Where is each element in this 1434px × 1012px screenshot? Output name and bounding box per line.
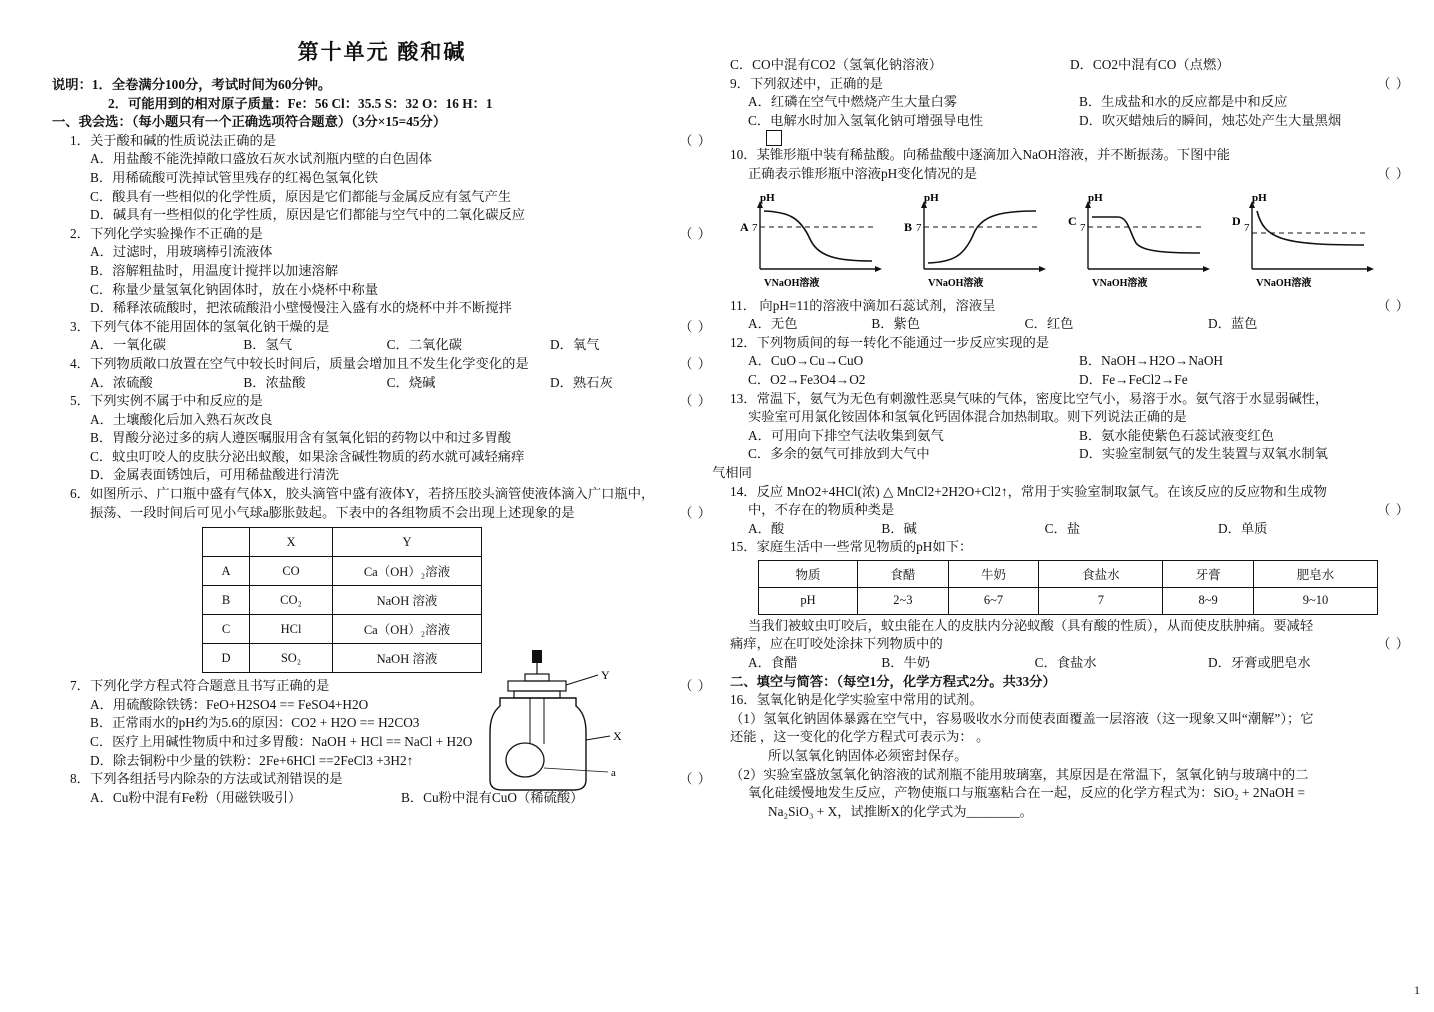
question-5-option-c[interactable]: C．蚊虫叮咬人的皮肤分泌出蚁酸，如果涂含碱性物质的药水就可减轻痛痒: [90, 448, 525, 464]
question-3-option-b[interactable]: B．氢气: [243, 337, 293, 353]
chart-letter-a: A: [740, 219, 749, 234]
question-8-option-a[interactable]: A．Cu粉中混有Fe粉（用磁铁吸引）: [90, 789, 302, 805]
ph-chart-c: [1066, 187, 1224, 295]
question-12-option-b[interactable]: B．NaOH→H2O→NaOH: [1079, 353, 1224, 369]
ph-chart-d: [1230, 187, 1388, 295]
xy-row-c-label: C: [203, 615, 250, 644]
page-number: 1: [1414, 983, 1420, 997]
question-16-part1-line1: （1）氢氧化钠固体暴露在空气中，容易吸收水分而使表面覆盖一层溶液（这一现象又叫“潮解”）；它: [730, 710, 1314, 726]
answer-box[interactable]: [766, 130, 782, 146]
table-row: [203, 615, 482, 644]
question-3-option-d[interactable]: D．氧气: [549, 337, 600, 353]
answer-bracket[interactable]: （ ）: [1377, 502, 1410, 518]
table-row: [203, 528, 482, 557]
ph-charts-row: [738, 187, 1410, 295]
question-3-stem: 3．下列气体不能用固体的氢氧化钠干燥的是 （ ）: [70, 318, 712, 334]
question-2-option-c[interactable]: C．称量少量氢氧化钠固体时，放在小烧杯中称量: [90, 281, 379, 297]
question-9-stem: 9．下列叙述中，正确的是 （ ）: [730, 75, 1410, 91]
question-15-tail-2: 痛痒，应在叮咬处涂抹下列物质中的 （ ）: [730, 636, 1410, 652]
question-11-stem: 11． 向pH=11的溶液中滴加石蕊试剂，溶液呈 （ ）: [730, 297, 1410, 313]
tick-7: 7: [752, 221, 758, 234]
hh-row2-c4: 7: [1039, 587, 1163, 614]
question-7-option-a[interactable]: A．用硫酸除铁锈：FeO+H2SO4 == FeSO4+H2O: [90, 696, 369, 712]
question-7-stem: 7．下列化学方程式符合题意且书写正确的是 （ ）: [70, 678, 712, 694]
chart-letter-d: D: [1232, 213, 1241, 228]
question-12-option-a[interactable]: A．CuO→Cu→CuO: [748, 353, 864, 369]
answer-bracket[interactable]: （ ）: [1377, 636, 1410, 652]
question-5-stem: 5．下列实例不属于中和反应的是 （ ）: [70, 393, 712, 409]
question-1-option-b[interactable]: B．用稀硫酸可洗掉试管里残存的红褐色氢氧化铁: [90, 169, 379, 185]
question-13-option-c[interactable]: C．多余的氨气可排放到大气中: [748, 446, 930, 462]
axis-label-ph: pH: [1252, 191, 1267, 204]
question-15-stem: 15．家庭生活中一些常见物质的pH如下：: [730, 539, 973, 555]
question-13-stem: 13．常温下，氨气为无色有刺激性恶臭气味的气体，密度比空气小，易溶于水。氨气溶于水显弱碱性，: [730, 390, 1329, 406]
question-16-stem: 16．氢氧化钠是化学实验室中常用的试剂。: [730, 692, 983, 708]
question-3-option-a[interactable]: A．一氧化碳: [90, 337, 167, 353]
xy-row-a-y: Ca（OH）₂溶液: [333, 557, 482, 586]
question-2-option-b[interactable]: B．溶解粗盐时，用温度计搅拌以加速溶解: [90, 262, 339, 278]
answer-bracket[interactable]: （ ）: [679, 132, 712, 148]
question-13-tail: 气相同: [712, 464, 752, 480]
question-13-options-row2: [730, 445, 1410, 463]
question-4-stem: 4．下列物质敞口放置在空气中较长时间后，质量会增加且不发生化学变化的是 （ ）: [70, 355, 712, 371]
hh-row1-c5: 牙膏: [1163, 560, 1254, 587]
question-15-option-a[interactable]: A．食醋: [748, 655, 798, 671]
axis-label-x: VNaOH溶液: [928, 277, 984, 289]
axis-label-x: VNaOH溶液: [1256, 277, 1312, 289]
table-row: [759, 560, 1378, 587]
question-5-option-d[interactable]: D．金属表面锈蚀后，可用稀盐酸进行清洗: [90, 467, 339, 483]
question-14-stem: 14．反应 MnO2+4HCl(浓) △ MnCl2+2H2O+Cl2↑，常用于实验室制取氯气。在该反应的反应物和生成物: [730, 483, 1327, 499]
table-row: [759, 587, 1378, 614]
question-13-stem-cont: 实验室可用氯化铵固体和氢氧化钙固体混合加热制取。则下列说法正确的是: [748, 409, 1187, 425]
question-4-option-d[interactable]: D．熟石灰: [549, 374, 613, 390]
xy-row-b-y: NaOH 溶液: [333, 586, 482, 615]
question-1-option-c[interactable]: C．酸具有一些相似的化学性质，原因是它们都能与金属反应有氢气产生: [90, 188, 512, 204]
gas-bottle-diagram: [470, 648, 640, 796]
question-8-option-c[interactable]: C．CO中混有CO2（氢氧化钠溶液）: [730, 57, 943, 72]
question-16-part1-line2: 还能 ，这一变化的化学方程式可表示为： 。: [730, 729, 990, 745]
question-4-option-a[interactable]: A．浓硫酸: [90, 374, 153, 390]
question-7-option-c[interactable]: C．医疗上用碱性物质中和过多胃酸：NaOH + HCl == NaCl + H2O: [90, 734, 473, 750]
question-15-tail-1: 当我们被蚊虫叮咬后，蚊虫能在人的皮肤内分泌蚁酸（具有酸的性质），从而使皮肤肿痛。要减轻: [748, 617, 1314, 633]
question-12-stem: 12．下列物质间的每一转化不能通过一步反应实现的是: [730, 334, 1050, 350]
question-11-option-c[interactable]: C．红色: [1024, 316, 1074, 332]
question-8-option-b[interactable]: B．Cu粉中混有CuO（稀硫酸）: [401, 789, 584, 805]
question-8-stem: 8．下列各组括号内除杂的方法或试剂错误的是 （ ）: [70, 771, 712, 787]
instruction-line-1: 说明：1．全卷满分100分，考试时间为60分钟。: [52, 77, 332, 92]
question-16-part1-line3: 所以氢氧化钠固体必须密封保存。: [768, 748, 968, 764]
question-14-option-b[interactable]: B．碱: [881, 520, 917, 536]
question-12-options-row2: [730, 371, 1410, 389]
page-title: 第十单元 酸和碱: [297, 41, 467, 64]
question-3-options: [52, 336, 712, 354]
question-14-option-a[interactable]: A．酸: [748, 520, 785, 536]
question-11-options: [730, 315, 1410, 333]
axis-label-ph: pH: [760, 191, 775, 204]
table-row: [203, 644, 482, 673]
question-6-stem: 6．如图所示、广口瓶中盛有气体X，胶头滴管中盛有液体Y，若挤压胶头滴管使液体滴入广口瓶中，: [70, 486, 655, 502]
question-14-options: [730, 520, 1410, 538]
question-9-options-row1: [730, 93, 1410, 111]
question-8-options-row2: [730, 56, 1410, 74]
question-15-options: [730, 654, 1410, 672]
xy-header-blank: [203, 528, 250, 557]
section1-heading: 一、我会选：（每小题只有一个正确选项符合题意）（3分×15=45分）: [52, 114, 447, 130]
question-4-options: [52, 374, 712, 392]
xy-row-d-y: NaOH 溶液: [333, 644, 482, 673]
question-1-option-d[interactable]: D．碱具有一些相似的化学性质，原因是它们都能与空气中的二氧化碳反应: [90, 207, 526, 223]
question-9-option-c[interactable]: C．电解水时加入氢氧化钠可增强导电性: [748, 112, 983, 128]
xy-row-d-label: D: [203, 644, 250, 673]
hh-row2-c5: 8~9: [1163, 587, 1254, 614]
ph-chart-b: [902, 187, 1060, 295]
answer-bracket[interactable]: （ ）: [679, 355, 712, 371]
question-15-option-c[interactable]: C．食盐水: [1034, 655, 1097, 671]
question-5-option-b[interactable]: B．胃酸分泌过多的病人遵医嘱服用含有氢氧化铝的药物以中和过多胃酸: [90, 430, 512, 446]
question-15-option-b[interactable]: B．牛奶: [881, 655, 931, 671]
chart-letter-b: B: [904, 219, 913, 234]
household-ph-table: [758, 560, 1378, 615]
hh-row2-c1: pH: [759, 587, 858, 614]
question-16-part2-line3: Na₂SiO₃ + X，试推断X的化学式为________。: [768, 803, 1033, 819]
question-9-option-d[interactable]: D．吹灭蜡烛后的瞬间，烛芯处产生大量黑烟: [1079, 112, 1342, 128]
question-14-stem-cont: 中，不存在的物质种类是 （ ）: [748, 502, 1410, 518]
xy-row-a-x: CO: [250, 557, 333, 586]
question-11-option-a[interactable]: A．无色: [748, 316, 798, 332]
answer-bracket[interactable]: （ ）: [679, 318, 712, 334]
answer-bracket[interactable]: （ ）: [679, 678, 712, 694]
question-8-option-d[interactable]: D．CO2中混有CO（点燃）: [1070, 57, 1230, 72]
xy-header-y: Y: [333, 528, 482, 557]
xy-row-c-x: HCl: [250, 615, 333, 644]
question-14-option-c[interactable]: C．盐: [1044, 520, 1081, 536]
xy-row-b-x: CO₂: [250, 586, 333, 615]
hh-row1-c6: 肥皂水: [1254, 560, 1378, 587]
xy-row-b-label: B: [203, 586, 250, 615]
axis-label-ph: pH: [924, 191, 939, 204]
question-7-option-b[interactable]: B．正常雨水的pH约为5.6的原因：CO2 + H2O == H2CO3: [90, 715, 420, 731]
tick-7: 7: [1244, 221, 1250, 234]
tick-7: 7: [916, 221, 922, 234]
question-13-option-b[interactable]: B．氨水能使紫色石蕊试液变红色: [1079, 427, 1275, 443]
hh-row1-c3: 牛奶: [948, 560, 1039, 587]
question-12-option-c[interactable]: C．O2→Fe3O4→O2: [748, 371, 866, 387]
hh-row2-c3: 6~7: [948, 587, 1039, 614]
question-11-option-b[interactable]: B．紫色: [871, 316, 921, 332]
hh-row1-c1: 物质: [759, 560, 858, 587]
answer-bracket[interactable]: （ ）: [679, 393, 712, 409]
question-9-option-a[interactable]: A．红磷在空气中燃烧产生大量白雾: [748, 94, 958, 110]
answer-bracket[interactable]: （ ）: [679, 504, 712, 520]
hh-row2-c2: 2~3: [858, 587, 949, 614]
question-10-stem-cont: 正确表示锥形瓶中溶液pH变化情况的是 （ ）: [748, 165, 1410, 181]
table-row: [203, 586, 482, 615]
question-11-option-d[interactable]: D．蓝色: [1207, 316, 1258, 332]
question-13-options-row1: [730, 427, 1410, 445]
question-2-stem: 2．下列化学实验操作不正确的是 （ ）: [70, 225, 712, 241]
xy-header-x: X: [250, 528, 333, 557]
label-a: a: [611, 767, 616, 779]
label-y: Y: [601, 668, 610, 682]
question-1-stem: 1．关于酸和碱的性质说法正确的是 （ ）: [70, 132, 712, 148]
question-13-option-d[interactable]: D．实验室制氨气的发生装置与双氧水制氧: [1079, 446, 1328, 462]
hh-row2-c6: 9~10: [1254, 587, 1378, 614]
question-13-option-a[interactable]: A．可用向下排空气法收集到氨气: [748, 427, 944, 443]
instruction-line-2: 2．可能用到的相对原子质量：Fe：56 Cl：35.5 S：32 O：16 H：1: [108, 95, 493, 111]
question-16-part2-line1: （2）实验室盛放氢氧化钠溶液的试剂瓶不能用玻璃塞，其原因是在常温下，氢氧化钠与玻璃中的二: [730, 766, 1309, 782]
right-column: [712, 0, 1410, 821]
xy-table: [202, 527, 482, 673]
section2-heading: 二、填空与简答：（每空1分，化学方程式2分。共33分）: [730, 673, 1056, 689]
question-10-stem: 10．某锥形瓶中装有稀盐酸。向稀盐酸中逐滴加入NaOH溶液，并不断振荡。下图中能: [730, 147, 1231, 163]
question-12-options-row1: [730, 352, 1410, 370]
question-14-option-d[interactable]: D．单质: [1217, 520, 1268, 536]
question-2-option-a[interactable]: A．过滤时，用玻璃棒引流液体: [90, 244, 273, 260]
xy-row-d-x: SO₂: [250, 644, 333, 673]
question-9-option-b[interactable]: B．生成盐和水的反应都是中和反应: [1079, 94, 1288, 110]
question-4-option-b[interactable]: B．浓盐酸: [243, 374, 306, 390]
question-12-option-d[interactable]: D．Fe→FeCl2→Fe: [1079, 371, 1188, 387]
label-x: X: [613, 729, 622, 743]
question-2-option-d[interactable]: D．稀释浓硫酸时，把浓硫酸沿小壁慢慢注入盛有水的烧杯中并不断搅拌: [90, 300, 512, 316]
answer-bracket[interactable]: （ ）: [679, 225, 712, 241]
question-15-option-d[interactable]: D．牙膏或肥皂水: [1207, 655, 1311, 671]
ph-chart-a: [738, 187, 896, 295]
table-row: [203, 557, 482, 586]
answer-bracket[interactable]: （ ）: [1377, 75, 1410, 91]
question-4-option-c[interactable]: C．烧碱: [386, 374, 436, 390]
question-1-option-a[interactable]: A．用盐酸不能洗掉敞口盛放石灰水试剂瓶内壁的白色固体: [90, 151, 433, 167]
question-9-options-row2: [730, 112, 1410, 130]
answer-bracket[interactable]: （ ）: [679, 771, 712, 787]
axis-label-ph: pH: [1088, 191, 1103, 204]
xy-row-a-label: A: [203, 557, 250, 586]
xy-row-c-y: Ca（OH）₂溶液: [333, 615, 482, 644]
hh-row1-c4: 食盐水: [1039, 560, 1163, 587]
answer-bracket[interactable]: （ ）: [1377, 297, 1410, 313]
question-16-part2-line2: 氧化硅缓慢地发生反应，产物使瓶口与瓶塞粘合在一起，反应的化学方程式为：SiO₂ + 2NaOH =: [748, 785, 1306, 801]
tick-7: 7: [1080, 221, 1086, 234]
axis-label-x: VNaOH溶液: [764, 277, 820, 289]
question-5-option-a[interactable]: A．土壤酸化后加入熟石灰改良: [90, 411, 273, 427]
chart-letter-c: C: [1068, 213, 1077, 228]
question-6-stem-cont: 振荡、一段时间后可见小气球a膨胀鼓起。下表中的各组物质不会出现上述现象的是 （ ）: [90, 504, 712, 520]
axis-label-x: VNaOH溶液: [1092, 277, 1148, 289]
hh-row1-c2: 食醋: [858, 560, 949, 587]
question-7-option-d[interactable]: D．除去铜粉中少量的铁粉：2Fe+6HCl ==2FeCl3 +3H2↑: [90, 752, 414, 768]
question-3-option-c[interactable]: C．二氧化碳: [386, 337, 463, 353]
answer-bracket[interactable]: （ ）: [1377, 165, 1410, 181]
